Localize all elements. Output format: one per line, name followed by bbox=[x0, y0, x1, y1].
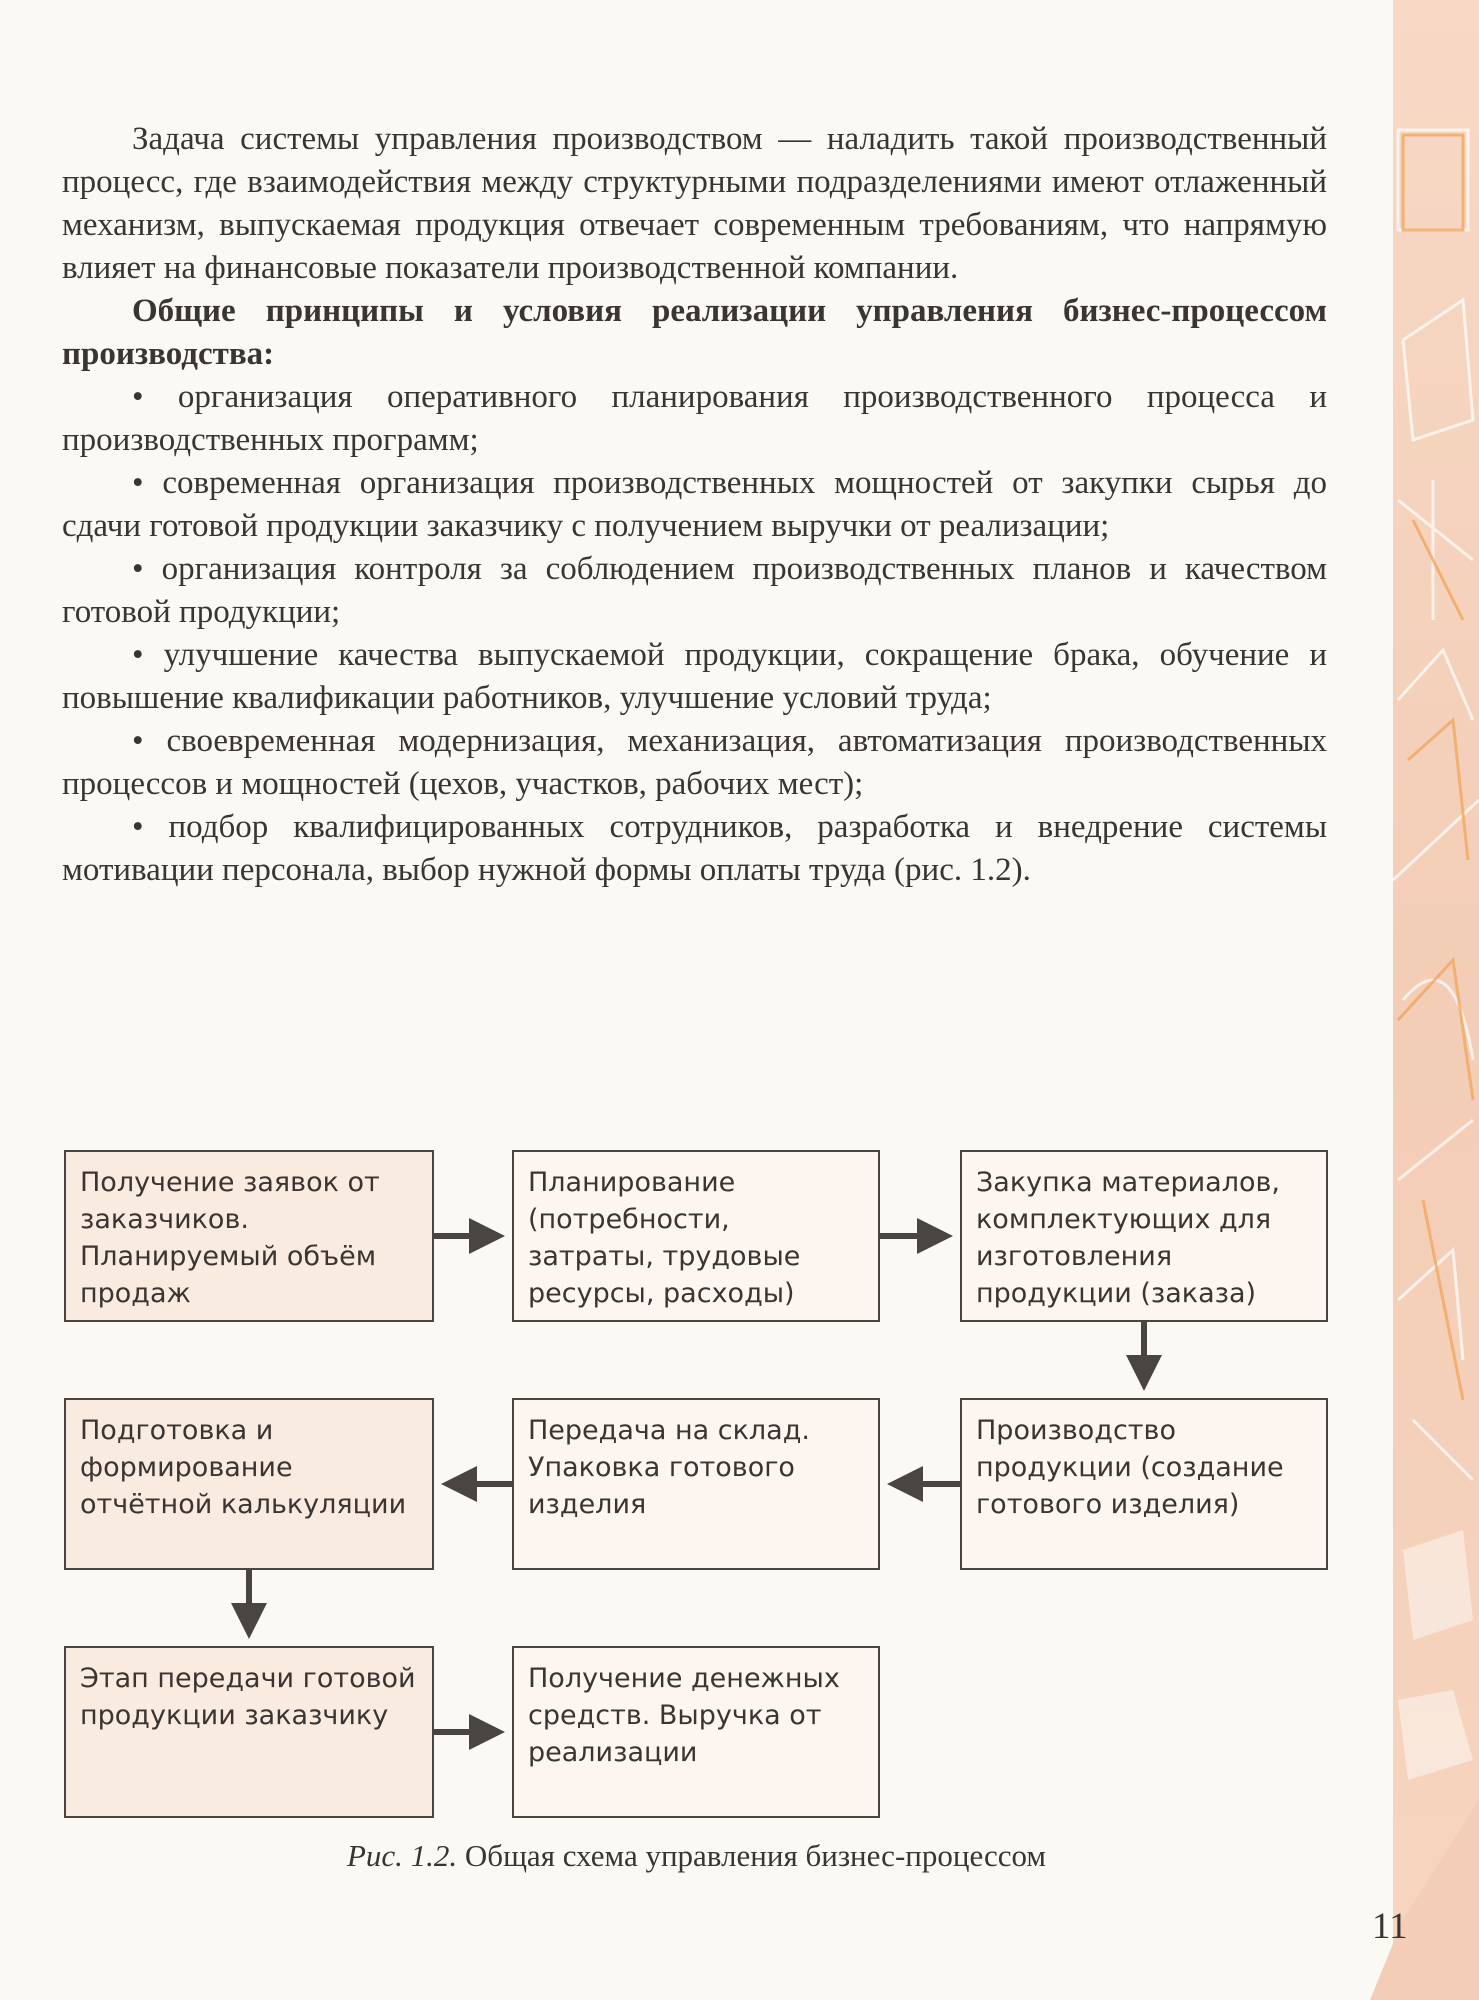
box-delivery: Этап передачи готовой продукции заказчику bbox=[64, 1646, 434, 1818]
bullet-item: • улучшение качества выпускаемой продукции, сокращение брака, обучение и повышение квалификации работников, улучшение условий труда; bbox=[62, 637, 1327, 716]
bullet-item: • современная организация производственных мощностей от закупки сырья до сдачи готовой продукции заказчику с получением выручки от реализации; bbox=[62, 465, 1327, 544]
decorative-pattern bbox=[1393, 0, 1479, 2000]
bullet-item: • организация контроля за соблюдением производственных планов и качеством готовой продукции; bbox=[62, 551, 1327, 630]
bullet-item: • организация оперативного планирования производственного процесса и производственных программ; bbox=[62, 379, 1327, 458]
bullet-item: • своевременная модернизация, механизация, автоматизация производственных процессов и мощностей (цехов, участков, рабочих мест); bbox=[62, 723, 1327, 802]
figure-caption bbox=[0, 1838, 1393, 1874]
figure-caption-text: Общая схема управления бизнес-процессом bbox=[464, 1838, 1047, 1873]
box-payment: Получение денежных средств. Выручка от реализации bbox=[512, 1646, 880, 1818]
page-number: 11 bbox=[1372, 1906, 1408, 1947]
decorative-side-band bbox=[1393, 0, 1479, 2000]
box-report: Подготовка и формирование отчётной калькуляции bbox=[64, 1398, 434, 1570]
box-warehouse: Передача на склад. Упаковка готового изделия bbox=[512, 1398, 880, 1570]
figure-label: Рис. 1.2. bbox=[346, 1838, 458, 1873]
bullet-item: • подбор квалифицированных сотрудников, разработка и внедрение системы мотивации персонала, выбор нужной формы оплаты труда (рис. 1.2). bbox=[62, 809, 1327, 888]
box-production: Производство продукции (создание готового изделия) bbox=[960, 1398, 1328, 1570]
box-purchase: Закупка материалов, комплектующих для изготовления продукции (заказа) bbox=[960, 1150, 1328, 1322]
box-planning: Планирование (потребности, затраты, трудовые ресурсы, расходы) bbox=[512, 1150, 880, 1322]
box-orders: Получение заявок от заказчиков. Планируемый объём продаж bbox=[64, 1150, 434, 1322]
intro-paragraph: Задача системы управления производством — наладить такой производственный процесс, где взаимодействия между структурными подразделениями имеют отлаженный механизм, выпускаемая продукция отвечает современным требованиям, что напрямую влияет на финансовые показатели производственной компании. bbox=[62, 121, 1327, 286]
section-heading: Общие принципы и условия реализации управления бизнес-процессом производства: bbox=[62, 293, 1327, 372]
